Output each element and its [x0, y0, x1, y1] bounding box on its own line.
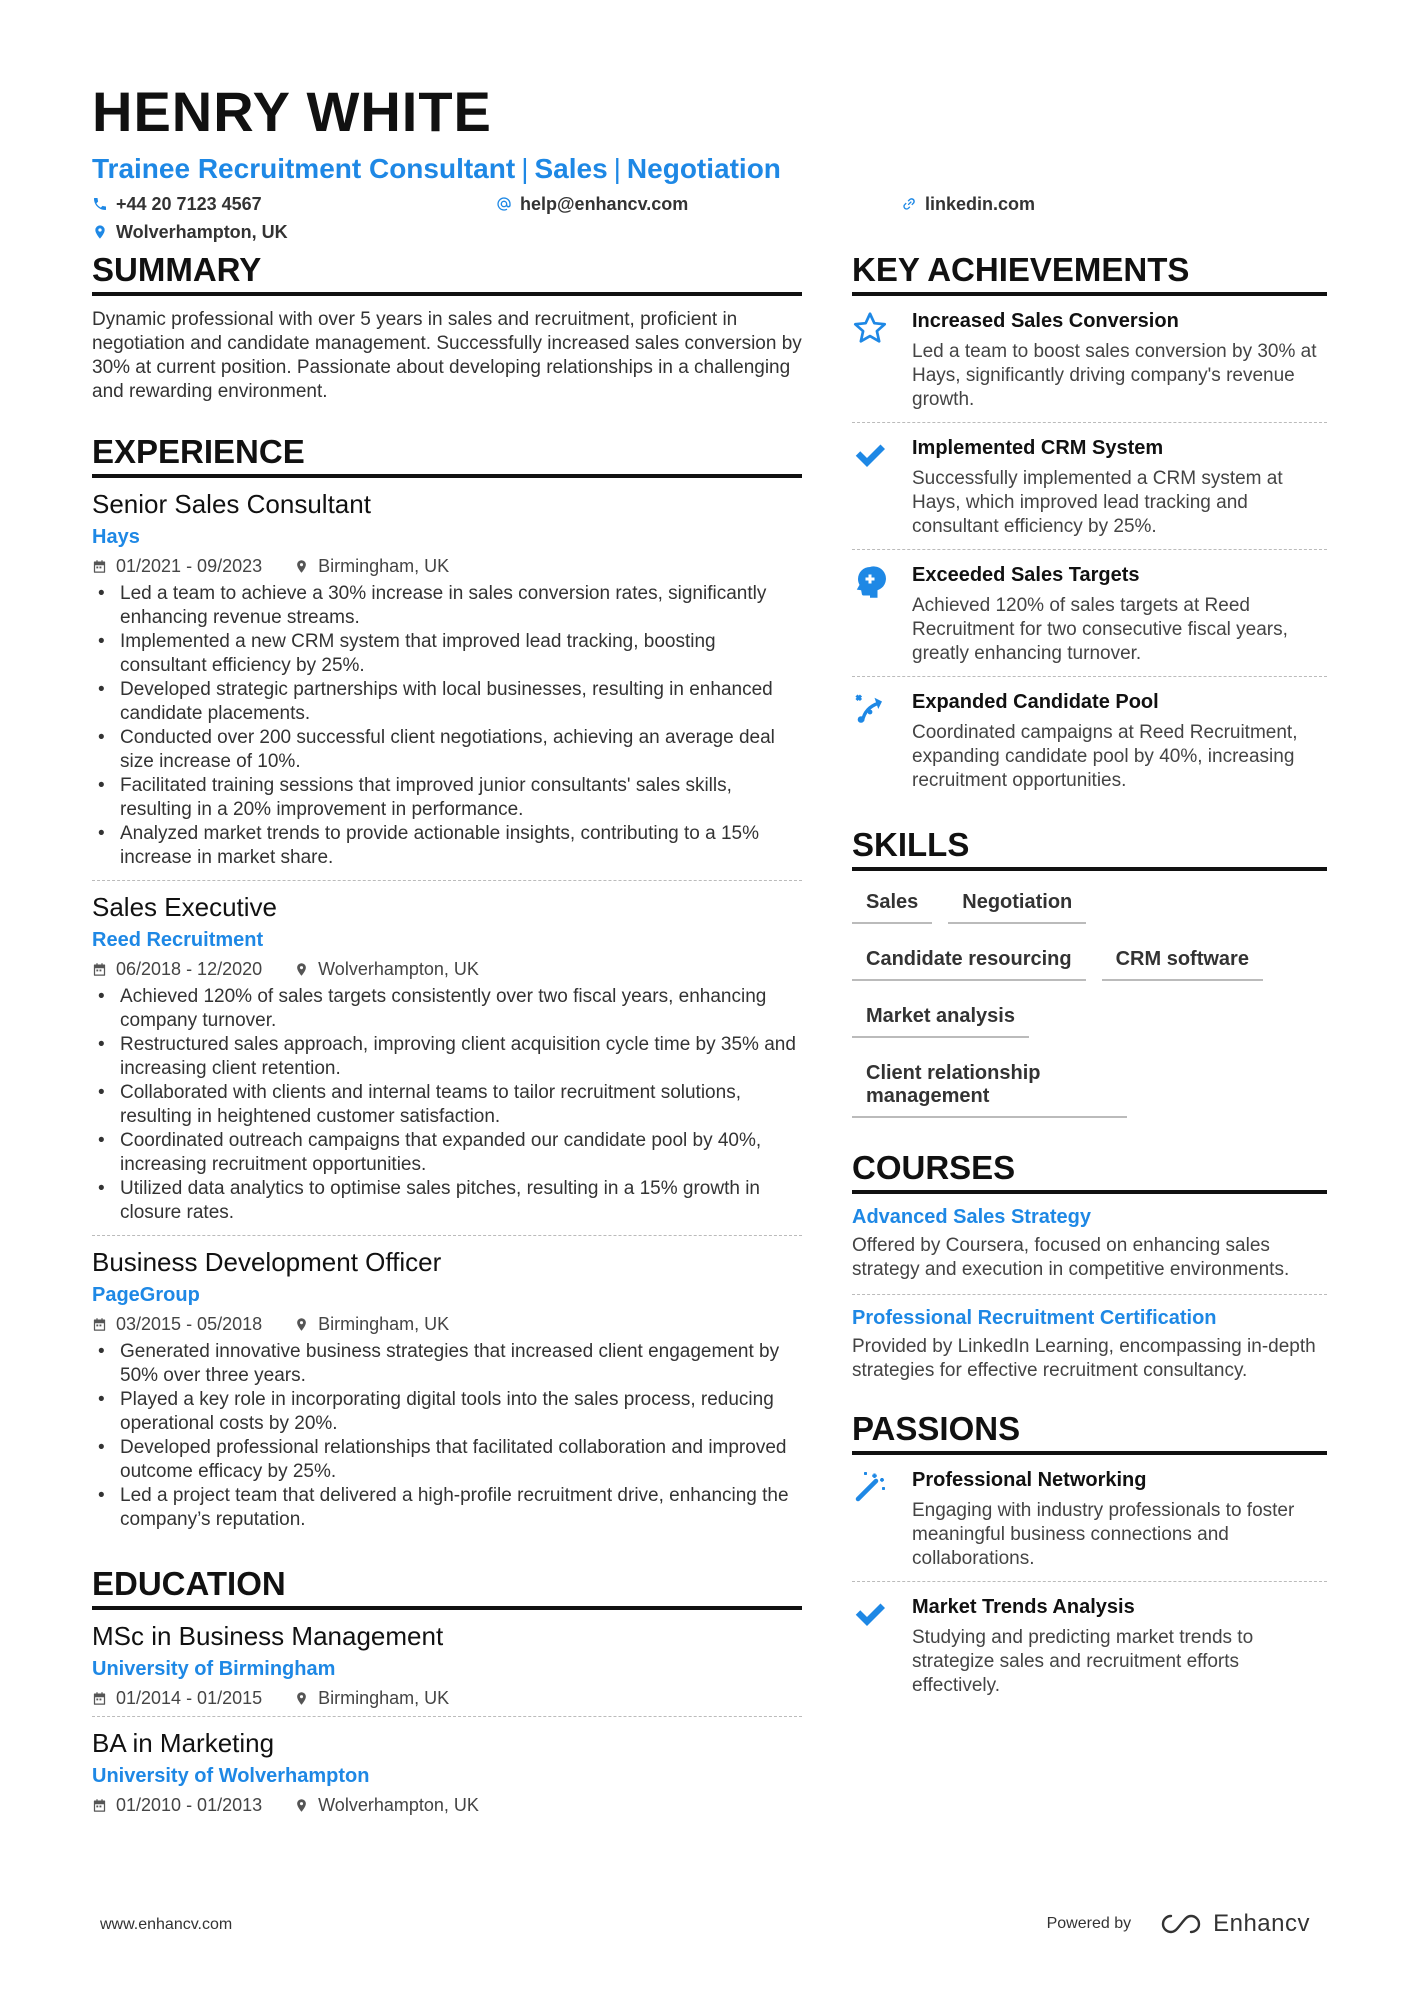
- achievement-desc: Successfully implemented a CRM system at Hays, which improved lead tracking and consultant efficiency by 25%.: [912, 468, 1283, 537]
- skills-section: [852, 825, 1327, 1136]
- job-bullets: [92, 582, 802, 870]
- job-bullets: [92, 985, 802, 1225]
- education-entry: [92, 1727, 802, 1827]
- calendar-icon: [92, 1317, 107, 1332]
- company-name[interactable]: PageGroup: [92, 1284, 200, 1306]
- job-bullet: • Generated innovative business strategies that increased client engagement by 50% over three years.: [92, 1340, 802, 1388]
- passion-item: [852, 1455, 1327, 1582]
- job-bullet: • Implemented a new CRM system that improved lead tracking, boosting consultant efficiency by 25%.: [92, 630, 802, 678]
- job-location: [294, 959, 479, 980]
- enhancv-logo: [1157, 1910, 1310, 1938]
- headline-separator: |: [613, 153, 621, 184]
- education-location-text: Birmingham, UK: [318, 1687, 450, 1708]
- job-location: [294, 556, 449, 577]
- skill-tag: CRM software: [1102, 942, 1263, 981]
- achievement-desc: Coordinated campaigns at Reed Recruitment, expanding candidate pool by 40%, increasing recruitment opportunities.: [912, 722, 1298, 791]
- job-bullet: • Restructured sales approach, improving client acquisition cycle time by 35% and increasing client retention.: [92, 1033, 802, 1081]
- link-icon: [901, 196, 917, 212]
- achievement-desc: Led a team to boost sales conversion by 30% at Hays, significantly driving company's revenue growth.: [912, 341, 1317, 410]
- job-dates: [92, 1314, 262, 1335]
- job-bullet: • Led a project team that delivered a high-profile recruitment drive, enhancing the company’s reputation.: [92, 1484, 802, 1532]
- phone-contact[interactable]: [92, 194, 496, 214]
- skill-tag: Candidate resourcing: [852, 942, 1086, 981]
- job-title: Business Development Officer: [92, 1247, 442, 1277]
- school-name[interactable]: University of Birmingham: [92, 1658, 336, 1680]
- achievement-body: [912, 435, 1327, 539]
- achievement-title: Increased Sales Conversion: [912, 310, 1179, 332]
- linkedin-text: linkedin.com: [925, 193, 1036, 214]
- experience-entry: [92, 488, 802, 881]
- passion-item: [852, 1582, 1327, 1708]
- location-pin-icon: [294, 962, 309, 977]
- contact-info: [92, 194, 1327, 242]
- powered-by[interactable]: [1047, 1910, 1310, 1938]
- passions-heading: PASSIONS: [852, 1409, 1327, 1455]
- email-contact[interactable]: [496, 194, 901, 214]
- achievement-body: [912, 689, 1327, 793]
- job-location: [294, 1314, 449, 1335]
- achievement-desc: Achieved 120% of sales targets at Reed Recruitment for two consecutive fiscal years, greatly enhancing turnover.: [912, 595, 1288, 664]
- head-icon: [852, 562, 912, 666]
- course-title[interactable]: Professional Recruitment Certification: [852, 1307, 1217, 1329]
- job-location-text: Birmingham, UK: [318, 555, 450, 576]
- education-dates: [92, 1688, 262, 1709]
- summary-section: [92, 250, 802, 404]
- linkedin-contact[interactable]: [901, 194, 1201, 214]
- summary-heading: SUMMARY: [92, 250, 802, 296]
- education-entry: [92, 1620, 802, 1717]
- location-pin-icon: [294, 1798, 309, 1813]
- at-icon: [496, 196, 512, 212]
- achievement-item: [852, 423, 1327, 550]
- job-dates-text: 01/2021 - 09/2023: [116, 555, 263, 576]
- achievement-item: [852, 677, 1327, 803]
- job-dates-text: 06/2018 - 12/2020: [116, 958, 263, 979]
- location-pin-icon: [92, 224, 108, 240]
- experience-heading: EXPERIENCE: [92, 432, 802, 478]
- job-meta: [92, 554, 802, 578]
- calendar-icon: [92, 962, 107, 977]
- summary-text: Dynamic professional with over 5 years in sales and recruitment, proficient in negotiation and candidate management. Successfully increased sales conversion by 30% at current position. Passionate about developing relationships in a challenging and rewarding environment.: [92, 309, 802, 402]
- school-name[interactable]: University of Wolverhampton: [92, 1765, 370, 1787]
- location-contact: [92, 222, 496, 242]
- job-dates: [92, 959, 262, 980]
- footer: [100, 1910, 1310, 1940]
- passion-desc: Engaging with industry professionals to foster meaningful business connections and collaborations.: [912, 1500, 1295, 1569]
- job-location-text: Birmingham, UK: [318, 1313, 450, 1334]
- skill-tag: Negotiation: [948, 885, 1086, 924]
- education-heading: EDUCATION: [92, 1564, 802, 1610]
- headline: [92, 152, 1327, 186]
- achievement-title: Expanded Candidate Pool: [912, 691, 1159, 713]
- achievement-item: [852, 296, 1327, 423]
- job-location-text: Wolverhampton, UK: [318, 958, 479, 979]
- job-bullet: • Analyzed market trends to provide actionable insights, contributing to a 15% increase in market share.: [92, 822, 802, 870]
- course-desc: Provided by LinkedIn Learning, encompassing in-depth strategies for effective recruitment consultancy.: [852, 1336, 1316, 1381]
- job-bullet: • Led a team to achieve a 30% increase in sales conversion rates, significantly enhancing revenue streams.: [92, 582, 802, 630]
- course-title[interactable]: Advanced Sales Strategy: [852, 1206, 1091, 1228]
- job-bullet: • Developed professional relationships that facilitated collaboration and improved outcome efficacy by 25%.: [92, 1436, 802, 1484]
- enhancv-logo-text: Enhancv: [1213, 1910, 1310, 1937]
- job-bullet: • Achieved 120% of sales targets consistently over two fiscal years, enhancing company turnover.: [92, 985, 802, 1033]
- passion-body: [912, 1594, 1327, 1698]
- passion-body: [912, 1467, 1327, 1571]
- candidate-name: HENRY WHITE: [92, 80, 492, 143]
- course-item: [852, 1194, 1327, 1295]
- check-icon: [852, 1594, 912, 1698]
- education-location: [294, 1688, 449, 1709]
- location-pin-icon: [294, 1317, 309, 1332]
- calendar-icon: [92, 1691, 107, 1706]
- job-bullet: • Conducted over 200 successful client negotiations, achieving an average deal size increase of 10%.: [92, 726, 802, 774]
- enhancv-logo-icon: [1157, 1912, 1205, 1936]
- course-item: [852, 1295, 1327, 1395]
- job-bullet: • Utilized data analytics to optimise sales pitches, resulting in a 15% growth in closure rates.: [92, 1177, 802, 1225]
- achievements-section: [852, 250, 1327, 803]
- check-icon: [852, 435, 912, 539]
- location-pin-icon: [294, 559, 309, 574]
- education-dates-text: 01/2010 - 01/2013: [116, 1794, 263, 1815]
- job-title: Sales Executive: [92, 892, 277, 922]
- star-icon: [852, 308, 912, 412]
- passion-title: Market Trends Analysis: [912, 1596, 1135, 1618]
- degree-title: MSc in Business Management: [92, 1621, 444, 1651]
- right-column: [852, 250, 1327, 1708]
- email-text: help@enhancv.com: [520, 193, 689, 214]
- job-bullet: • Coordinated outreach campaigns that expanded our candidate pool by 40%, increasing recruitment opportunities.: [92, 1129, 802, 1177]
- strategy-icon: [852, 689, 912, 793]
- location-text: Wolverhampton, UK: [116, 221, 288, 242]
- left-column: [92, 250, 802, 1827]
- job-meta: [92, 1312, 802, 1336]
- job-title: Senior Sales Consultant: [92, 489, 371, 519]
- achievement-body: [912, 562, 1327, 666]
- experience-section: [92, 432, 802, 1542]
- achievements-heading: KEY ACHIEVEMENTS: [852, 250, 1327, 296]
- footer-url[interactable]: www.enhancv.com: [100, 1916, 233, 1933]
- company-name[interactable]: Reed Recruitment: [92, 929, 264, 951]
- job-bullet: • Collaborated with clients and internal teams to tailor recruitment solutions, resulting in heightened customer satisfaction.: [92, 1081, 802, 1129]
- education-section: [92, 1564, 802, 1827]
- courses-section: [852, 1148, 1327, 1395]
- degree-title: BA in Marketing: [92, 1728, 275, 1758]
- passion-title: Professional Networking: [912, 1469, 1147, 1491]
- course-desc: Offered by Coursera, focused on enhancing sales strategy and execution in competitive environments.: [852, 1235, 1290, 1280]
- headline-separator: |: [521, 153, 529, 184]
- skill-tag: Sales: [852, 885, 932, 924]
- headline-role: Trainee Recruitment Consultant: [92, 153, 516, 184]
- education-meta: [92, 1793, 802, 1817]
- job-dates: [92, 556, 262, 577]
- magic-wand-icon: [852, 1467, 912, 1571]
- phone-icon: [92, 196, 108, 212]
- job-bullet: • Played a key role in incorporating digital tools into the sales process, reducing operational costs by 20%.: [92, 1388, 802, 1436]
- calendar-icon: [92, 1798, 107, 1813]
- headline-skill-sales: Sales: [534, 153, 608, 184]
- education-dates: [92, 1795, 262, 1816]
- powered-by-label: Powered by: [1046, 1915, 1132, 1932]
- education-location: [294, 1795, 479, 1816]
- education-dates-text: 01/2014 - 01/2015: [116, 1687, 263, 1708]
- job-meta: [92, 957, 802, 981]
- skill-tag: Market analysis: [852, 999, 1029, 1038]
- passion-desc: Studying and predicting market trends to strategize sales and recruitment efforts effectively.: [912, 1627, 1254, 1696]
- experience-entry: [92, 1246, 802, 1542]
- courses-heading: COURSES: [852, 1148, 1327, 1194]
- calendar-icon: [92, 559, 107, 574]
- achievement-item: [852, 550, 1327, 677]
- skills-heading: SKILLS: [852, 825, 1327, 871]
- experience-entry: [92, 891, 802, 1236]
- company-name[interactable]: Hays: [92, 526, 140, 548]
- phone-text: +44 20 7123 4567: [116, 193, 262, 214]
- education-location-text: Wolverhampton, UK: [318, 1794, 479, 1815]
- headline-skill-negotiation: Negotiation: [626, 153, 781, 184]
- job-bullets: [92, 1340, 802, 1532]
- education-meta: [92, 1686, 802, 1710]
- job-bullet: • Facilitated training sessions that improved junior consultants' sales skills, resulting in a 20% improvement in performance.: [92, 774, 802, 822]
- achievement-body: [912, 308, 1327, 412]
- passions-section: [852, 1409, 1327, 1708]
- resume-page: [92, 80, 1327, 1815]
- location-pin-icon: [294, 1691, 309, 1706]
- job-bullet: • Developed strategic partnerships with local businesses, resulting in enhanced candidate placements.: [92, 678, 802, 726]
- achievement-title: Implemented CRM System: [912, 437, 1164, 459]
- skills-list: [852, 885, 1327, 1136]
- job-dates-text: 03/2015 - 05/2018: [116, 1313, 263, 1334]
- skill-tag: Client relationship management: [852, 1056, 1127, 1118]
- achievement-title: Exceeded Sales Targets: [912, 564, 1140, 586]
